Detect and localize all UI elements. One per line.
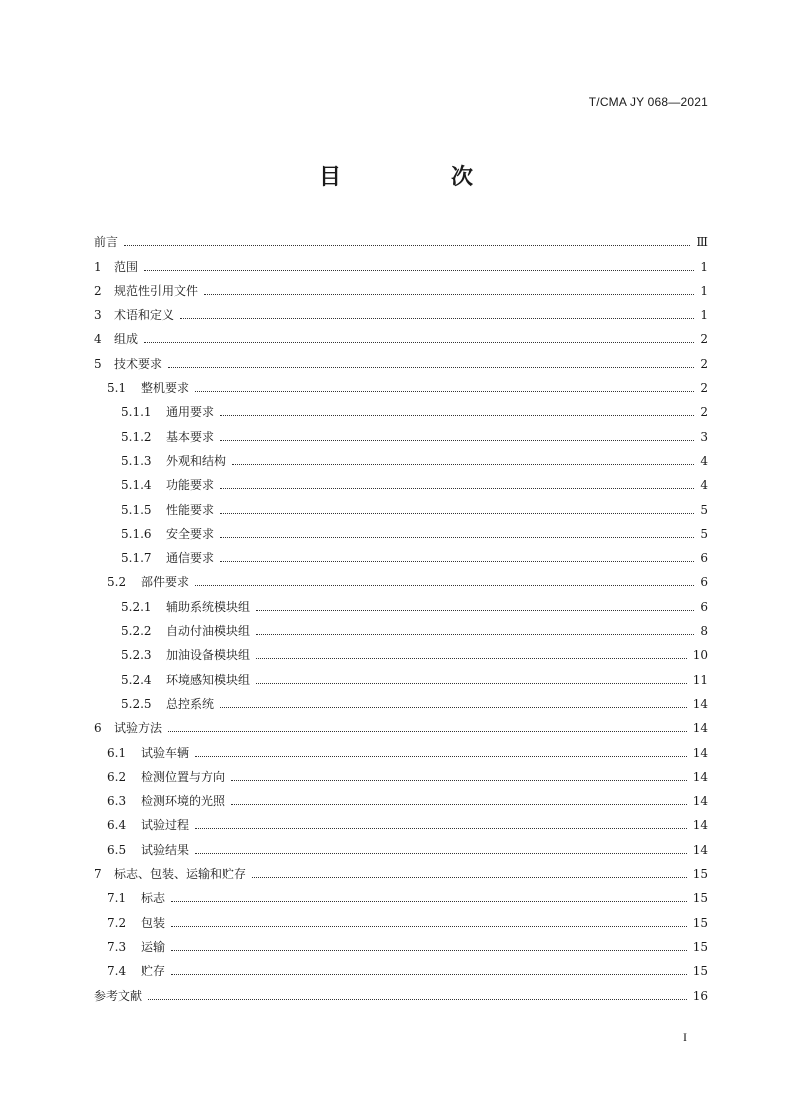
toc-entry-label: 标志 — [141, 891, 166, 906]
toc-entry-label: 检测环境的光照 — [141, 794, 226, 809]
toc-entry-page: 14 — [692, 794, 708, 809]
toc-entry[interactable] — [94, 955, 708, 979]
toc-entry-number: 5.1 — [107, 381, 127, 396]
toc-entry[interactable] — [94, 979, 708, 1003]
toc-entry-label: 部件要求 — [141, 575, 190, 590]
dot-leader — [148, 999, 687, 1000]
dot-leader — [171, 926, 687, 927]
toc-entry-label: 贮存 — [141, 964, 166, 979]
toc-entry-page: 2 — [700, 381, 708, 396]
toc-entry-label: 试验过程 — [141, 818, 190, 833]
toc-entry[interactable] — [94, 736, 708, 760]
toc-entry-label: 参考文献 — [94, 988, 143, 1003]
dot-leader — [204, 294, 694, 295]
dot-leader — [220, 537, 694, 538]
toc-entry-page: Ⅲ — [696, 235, 708, 250]
toc-entry-number: 5.1.3 — [121, 453, 152, 468]
toc-entry-page: 10 — [692, 648, 708, 663]
toc-entry-number: 5.1.5 — [121, 502, 152, 517]
toc-entry-label: 技术要求 — [114, 356, 163, 371]
toc-entry-label: 环境感知模块组 — [166, 672, 251, 687]
toc-entry-label: 整机要求 — [141, 381, 190, 396]
toc-entry-label: 标志、包装、运输和贮存 — [114, 867, 247, 882]
toc-entry-label: 基本要求 — [166, 429, 215, 444]
toc-entry-number: 5.2.4 — [121, 672, 152, 687]
toc-entry[interactable] — [94, 323, 708, 347]
toc-entry-number: 7.4 — [107, 964, 127, 979]
toc-entry-page: 15 — [692, 915, 708, 930]
toc-entry-page: 14 — [692, 769, 708, 784]
toc-entry-number: 7.3 — [107, 939, 127, 954]
dot-leader — [195, 756, 687, 757]
toc-entry-number: 5.1.6 — [121, 526, 152, 541]
toc-entry-number: 6.1 — [107, 745, 127, 760]
toc-entry[interactable] — [94, 469, 708, 493]
standard-code: T/CMA JY 068—2021 — [588, 95, 708, 109]
dot-leader — [220, 513, 694, 514]
toc-entry-number: 6 — [94, 721, 102, 736]
toc-entry[interactable] — [94, 663, 708, 687]
toc-entry[interactable] — [94, 347, 708, 371]
dot-leader — [124, 245, 690, 246]
toc-entry-number: 3 — [94, 308, 102, 323]
toc-entry-number: 5.1.2 — [121, 429, 152, 444]
toc-entry[interactable] — [94, 590, 708, 614]
toc-entry-label: 包装 — [141, 915, 166, 930]
toc-entry[interactable] — [94, 542, 708, 566]
toc-entry-page: 15 — [692, 964, 708, 979]
dot-leader — [220, 415, 694, 416]
toc-entry-page: 14 — [692, 745, 708, 760]
toc-entry-label: 加油设备模块组 — [166, 648, 251, 663]
toc-entry-label: 试验结果 — [141, 842, 190, 857]
toc-entry-page: 15 — [692, 939, 708, 954]
dot-leader — [220, 488, 694, 489]
toc-entry-page: 15 — [692, 891, 708, 906]
toc-entry[interactable] — [94, 931, 708, 955]
dot-leader — [256, 683, 687, 684]
dot-leader — [168, 731, 687, 732]
toc-entry-label: 术语和定义 — [114, 308, 175, 323]
toc-entry-label: 性能要求 — [166, 502, 215, 517]
dot-leader — [231, 804, 687, 805]
toc-entry-number: 5.2.1 — [121, 599, 152, 614]
toc-entry-number: 5.2.3 — [121, 648, 152, 663]
toc-entry-number: 5.1.1 — [121, 405, 152, 420]
toc-entry[interactable] — [94, 566, 708, 590]
toc-entry-number: 6.3 — [107, 794, 127, 809]
dot-leader — [171, 974, 687, 975]
dot-leader — [232, 464, 694, 465]
toc-entry-page: 14 — [692, 721, 708, 736]
toc-entry-label: 试验车辆 — [141, 745, 190, 760]
toc-entry[interactable] — [94, 615, 708, 639]
toc-entry-number: 5.1.7 — [121, 551, 152, 566]
toc-entry[interactable] — [94, 372, 708, 396]
toc-entry-number: 6.5 — [107, 842, 127, 857]
dot-leader — [180, 318, 694, 319]
toc-entry[interactable] — [94, 639, 708, 663]
toc-entry[interactable] — [94, 688, 708, 712]
dot-leader — [195, 828, 687, 829]
toc-entry-page: 16 — [692, 988, 708, 1003]
toc-entry-page: 6 — [700, 599, 708, 614]
toc-entry-page: 14 — [692, 818, 708, 833]
toc-entry-number: 4 — [94, 332, 102, 347]
dot-leader — [195, 391, 694, 392]
toc-entry-number: 7 — [94, 867, 102, 882]
toc-entry[interactable] — [94, 882, 708, 906]
toc-entry-label: 规范性引用文件 — [114, 283, 199, 298]
toc-entry-page: 2 — [700, 356, 708, 371]
dot-leader — [171, 901, 687, 902]
table-of-contents — [94, 226, 708, 1004]
dot-leader — [256, 658, 687, 659]
toc-entry-label: 自动付油模块组 — [166, 624, 251, 639]
dot-leader — [220, 561, 694, 562]
toc-entry-label: 检测位置与方向 — [141, 769, 226, 784]
toc-entry-page: 5 — [700, 502, 708, 517]
toc-entry-number: 2 — [94, 283, 102, 298]
dot-leader — [252, 877, 687, 878]
toc-entry[interactable] — [94, 493, 708, 517]
toc-entry[interactable] — [94, 906, 708, 930]
toc-entry-number: 6.4 — [107, 818, 127, 833]
toc-entry-number: 5.1.4 — [121, 478, 152, 493]
toc-entry-label: 辅助系统模块组 — [166, 599, 251, 614]
toc-entry-number: 6.2 — [107, 769, 127, 784]
toc-entry[interactable] — [94, 809, 708, 833]
toc-entry-label: 通信要求 — [166, 551, 215, 566]
dot-leader — [171, 950, 687, 951]
toc-entry[interactable] — [94, 833, 708, 857]
toc-entry-page: 6 — [700, 551, 708, 566]
toc-entry[interactable] — [94, 299, 708, 323]
dot-leader — [144, 342, 694, 343]
toc-entry-number: 7.1 — [107, 891, 127, 906]
toc-entry-page: 8 — [700, 624, 708, 639]
dot-leader — [195, 853, 687, 854]
page-number: I — [683, 1030, 687, 1044]
toc-entry-number: 5.2.5 — [121, 696, 152, 711]
page-title: 目 次 — [318, 165, 517, 190]
toc-entry-label: 运输 — [141, 939, 166, 954]
toc-entry-label: 通用要求 — [166, 405, 215, 420]
dot-leader — [256, 634, 694, 635]
dot-leader — [231, 780, 687, 781]
toc-entry-page: 2 — [700, 405, 708, 420]
dot-leader — [168, 367, 694, 368]
toc-entry[interactable] — [94, 761, 708, 785]
toc-entry[interactable] — [94, 250, 708, 274]
toc-entry-number: 7.2 — [107, 915, 127, 930]
toc-entry-label: 外观和结构 — [166, 453, 227, 468]
toc-entry[interactable] — [94, 785, 708, 809]
toc-entry-label: 组成 — [114, 332, 139, 347]
toc-entry-page: 4 — [700, 478, 708, 493]
toc-entry-page: 1 — [700, 259, 708, 274]
toc-entry-label: 功能要求 — [166, 478, 215, 493]
toc-entry-number: 1 — [94, 259, 102, 274]
toc-entry-page: 1 — [700, 283, 708, 298]
toc-entry-label: 范围 — [114, 259, 139, 274]
toc-entry-page: 15 — [692, 867, 708, 882]
toc-entry-page: 6 — [700, 575, 708, 590]
dot-leader — [220, 707, 687, 708]
toc-entry[interactable] — [94, 275, 708, 299]
toc-entry-number: 5.2.2 — [121, 624, 152, 639]
toc-entry[interactable] — [94, 445, 708, 469]
toc-entry-page: 2 — [700, 332, 708, 347]
toc-entry-page: 3 — [700, 429, 708, 444]
toc-entry-number: 5.2 — [107, 575, 127, 590]
dot-leader — [220, 440, 694, 441]
toc-entry-label: 试验方法 — [114, 721, 163, 736]
dot-leader — [144, 270, 694, 271]
toc-entry[interactable] — [94, 396, 708, 420]
toc-entry[interactable] — [94, 420, 708, 444]
toc-entry-page: 1 — [700, 308, 708, 323]
toc-entry-page: 14 — [692, 696, 708, 711]
toc-entry[interactable] — [94, 226, 708, 250]
toc-entry[interactable] — [94, 518, 708, 542]
toc-entry-page: 11 — [692, 672, 708, 687]
toc-entry[interactable] — [94, 858, 708, 882]
dot-leader — [256, 610, 694, 611]
toc-entry-label: 安全要求 — [166, 526, 215, 541]
toc-entry-page: 14 — [692, 842, 708, 857]
toc-entry[interactable] — [94, 712, 708, 736]
toc-entry-page: 4 — [700, 453, 708, 468]
dot-leader — [195, 585, 694, 586]
toc-entry-number: 5 — [94, 356, 102, 371]
toc-entry-label: 前言 — [94, 235, 119, 250]
toc-entry-label: 总控系统 — [166, 696, 215, 711]
toc-entry-page: 5 — [700, 526, 708, 541]
